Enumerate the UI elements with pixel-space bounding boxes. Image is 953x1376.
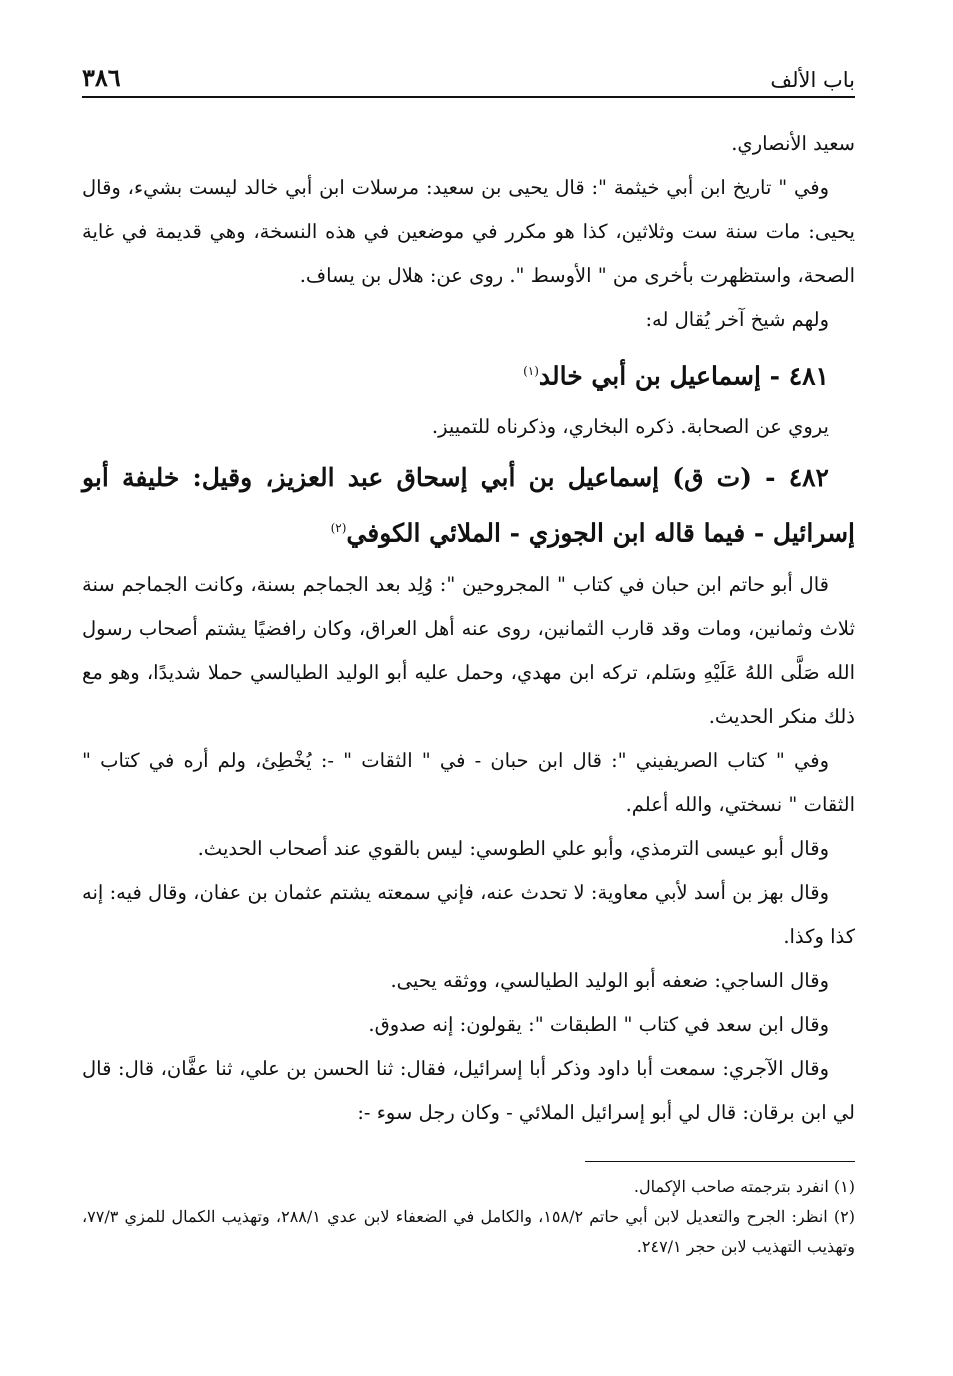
paragraph: وقال الآجري: سمعت أبا داود وذكر أبا إسرائيل، فقال: ثنا الحسن بن علي، ثنا عفَّان، قال: قال لي ابن برقان: قال لي أبو إسرائيل الملائي - وكان رجل سوء -: [82,1056,855,1124]
footnote-ref: (١) [523,364,539,378]
paragraph: قال أبو حاتم ابن حبان في كتاب " المجروحين ": وُلِد بعد الجماجم بسنة، وكانت الجماجم سنة ثلاث وثمانين، ومات وقد قارب الثمانين، روى عنه أهل العراق، وكان رافضيًا يشتم أصحاب رسول الله صَلَّى اللهُ عَلَيْهِ وسَلم، تركه ابن مهدي، وحمل عليه أبو الوليد الطيالسي حملا شديدًا، وهو مع ذلك منكر الحديث. [82,572,855,728]
paragraph: ولهم شيخ آخر يُقال له: [645,308,829,331]
footnote-divider [585,1161,855,1162]
paragraph: وقال أبو عيسى الترمذي، وأبو علي الطوسي: ليس بالقوي عند أصحاب الحديث. [197,836,829,860]
footnote-ref: (٢) [330,521,347,536]
page-header [82,52,855,98]
main-text [82,122,855,1135]
entry-heading-482 [82,453,855,558]
entry-title: ٤٨١ - إسماعيل بن أبي خالد [538,361,829,391]
paragraph: يروي عن الصحابة. ذكره البخاري، وذكرناه للتمييز. [431,415,829,439]
paragraph: وقال بهز بن أسد لأبي معاوية: لا تحدث عنه، فإني سمعته يشتم عثمان بن عفان، وقال فيه: إنه كذا وكذا. [82,880,855,948]
footnote: (١) انفرد بترجمته صاحب الإكمال. [633,1176,855,1196]
running-title: باب الألف [770,68,855,92]
footnote: (٢) انظر: الجرح والتعديل لابن أبي حاتم ١٥٨/٢، والكامل في الضعفاء لابن عدي ٢٨٨/١، وتهذيب الكمال للمزي ٧٧/٣، وتهذيب التهذيب لابن حجر ٢٤٧/١. [82,1206,856,1256]
entry-heading-481 [82,346,855,401]
paragraph: وفي " كتاب الصريفيني ": قال ابن حبان - في " الثقات " -: يُخْطِئ، ولم أره في كتاب " الثقات " نسختي، والله أعلم. [82,748,855,816]
paragraph: سعيد الأنصاري. [731,132,855,155]
entry-title: ٤٨٢ - (ت ق) إسماعيل بن أبي إسحاق عبد العزيز، وقيل: خليفة أبو إسرائيل - فيما قاله ابن الجوزي - الملائي الكوفي [82,463,855,548]
paragraph: وقال الساجي: ضعفه أبو الوليد الطيالسي، ووثقه يحيى. [390,968,829,992]
paragraph: وقال ابن سعد في كتاب " الطبقات ": يقولون: إنه صدوق. [368,1012,829,1036]
page-number: ٣٨٦ [82,63,121,92]
paragraph: وفي " تاريخ ابن أبي خيثمة ": قال يحيى بن سعيد: مرسلات ابن أبي خالد ليست بشيء، وقال يحيى: مات سنة ست وثلاثين، كذا هو مكرر في موضعين في هذه النسخة، وهي قديمة في غاية الصحة، واستظهرت بأخرى من " الأوسط ". روى عن: هلال بن يساف. [82,176,855,287]
footnotes [82,1172,855,1262]
page [82,52,855,1262]
